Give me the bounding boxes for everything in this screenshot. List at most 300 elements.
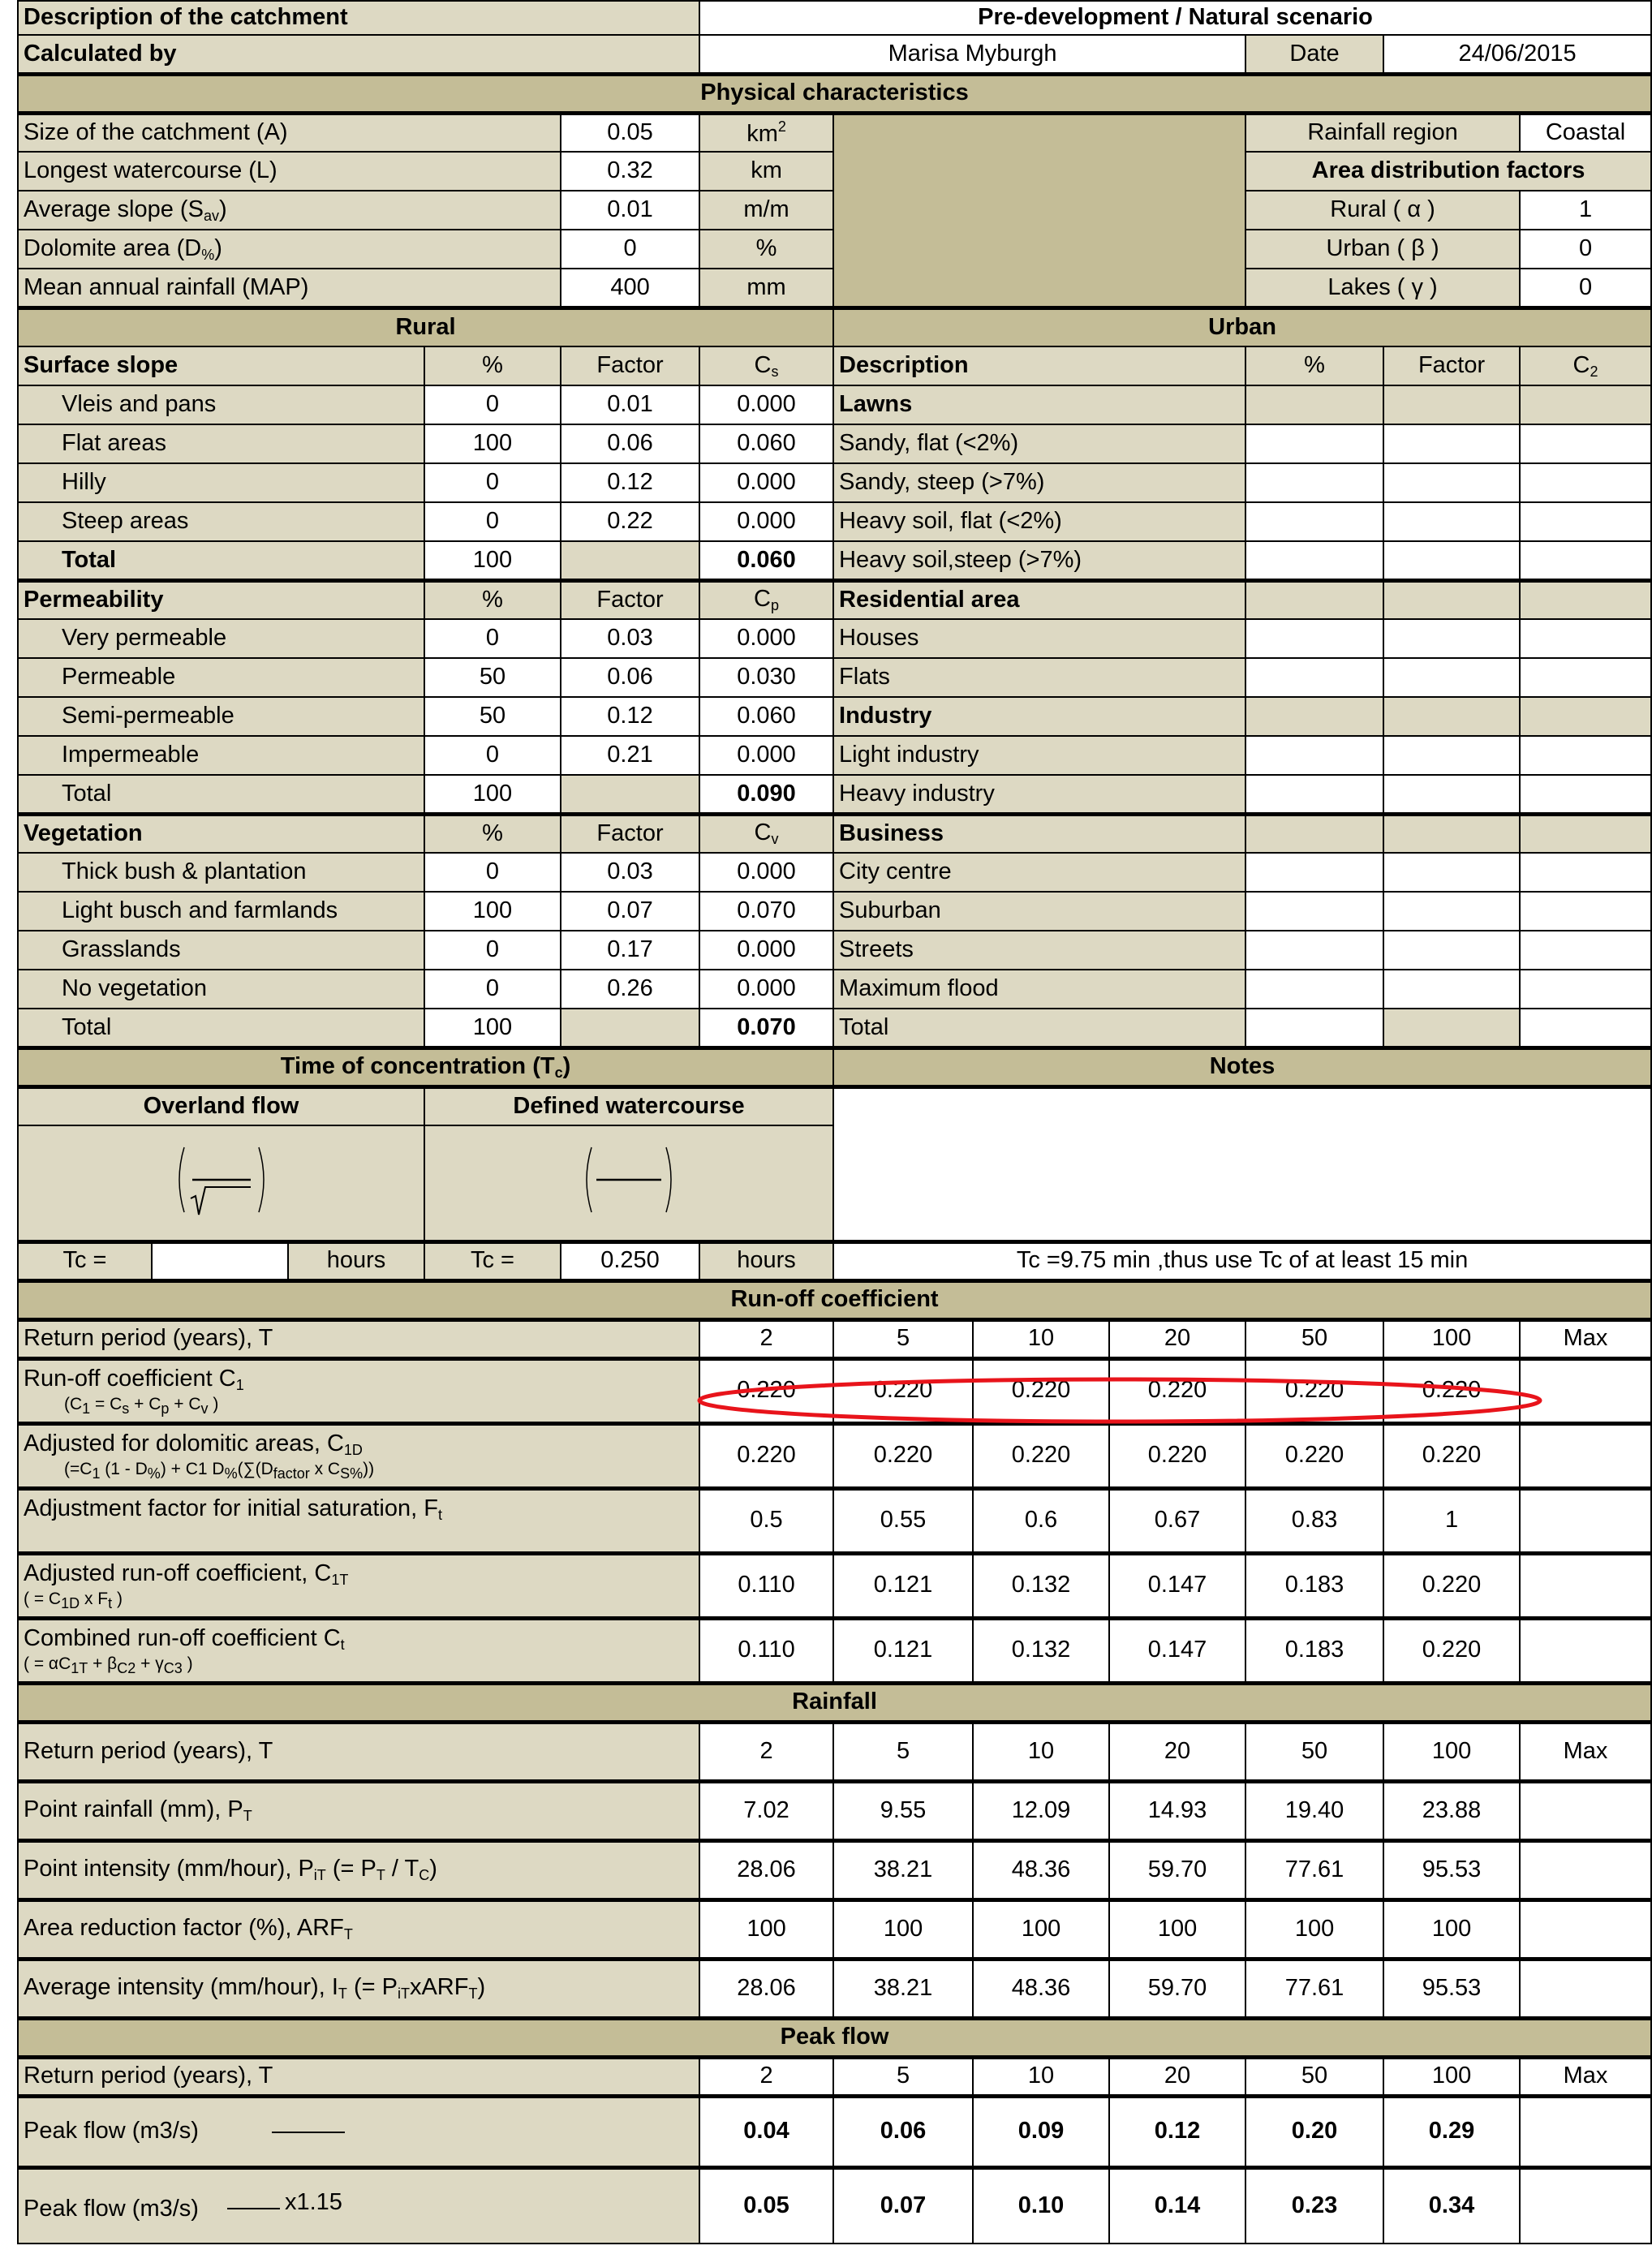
rural-urban-row: [18, 775, 1651, 814]
cell-text: Heavy industry: [839, 780, 995, 807]
return-period-value: [973, 1722, 1109, 1781]
return-period-value: [833, 1319, 973, 1358]
rainfall-label: [18, 1781, 699, 1840]
rural-pct[interactable]: [424, 385, 561, 424]
cell-text: Mean annual rainfall (MAP): [24, 273, 309, 300]
rainfall-label: [18, 1840, 699, 1899]
physical-label: [18, 113, 561, 152]
return-period-label: [18, 2057, 699, 2096]
col-header: [561, 346, 699, 385]
urban-item-label: [833, 736, 1245, 775]
return-period-value: [699, 2057, 833, 2096]
table-row: [18, 2018, 1651, 2057]
urban-pct[interactable]: [1245, 736, 1383, 775]
rural-pct[interactable]: [424, 970, 561, 1009]
cell-text: hours: [326, 1247, 386, 1274]
urban-col-header: [1520, 346, 1651, 385]
factor-label: [1245, 230, 1520, 269]
rainfall-value: [973, 1781, 1109, 1840]
urban-pct[interactable]: [1245, 463, 1383, 502]
cell-text: 0.147: [1147, 1637, 1207, 1663]
rural-total-coefficient: [699, 775, 833, 814]
cell-text: Max: [1563, 1325, 1608, 1352]
cell-text: 0.000: [737, 469, 796, 496]
cell: [1383, 814, 1520, 853]
rural-factor: [561, 658, 699, 697]
cell-text: 0.220: [873, 1442, 933, 1469]
rural-urban-row: [18, 970, 1651, 1009]
urban-pct[interactable]: [1245, 775, 1383, 814]
cell-text: 0.55: [880, 1507, 927, 1534]
runoff-value: [833, 1488, 973, 1553]
col-header: [424, 814, 561, 853]
cell-text: Date: [1289, 40, 1340, 67]
factor-value[interactable]: [1520, 269, 1651, 308]
rural-coefficient: [699, 736, 833, 775]
rainfall-value: [1109, 1840, 1245, 1899]
text-fragment: (1 - D: [100, 1460, 148, 1479]
rural-factor: [561, 424, 699, 463]
rural-urban-row: [18, 385, 1651, 424]
cell-text: 14.93: [1147, 1796, 1207, 1823]
urban-coefficient: [1520, 541, 1651, 580]
cell-text: 100: [883, 1915, 923, 1942]
cell-text: Return period (years), T: [24, 1325, 273, 1352]
cell-text: Tc =: [62, 1247, 107, 1274]
return-period-value: [1109, 1319, 1245, 1358]
text-fragment: = C: [90, 1395, 123, 1414]
description-label: [18, 1, 699, 35]
rural-urban-row: [18, 814, 1651, 853]
urban-coefficient: [1520, 424, 1651, 463]
col-header: [699, 814, 833, 853]
calculated-by-label: [18, 35, 699, 74]
urban-heading: [833, 580, 1245, 619]
text-fragment: p: [161, 1400, 170, 1418]
rural-coefficient: [699, 697, 833, 736]
runoff-label: [18, 1553, 699, 1618]
rural-urban-row: [18, 346, 1651, 385]
cell-text: Heavy soil,steep (>7%): [839, 546, 1082, 573]
cell-text: Overland flow: [143, 1093, 299, 1120]
cell-text: 0.83: [1291, 1507, 1338, 1534]
runoff-value: [1109, 1488, 1245, 1553]
max-value: [1520, 2096, 1651, 2167]
physical-value[interactable]: [561, 152, 699, 191]
text-fragment: (=C: [64, 1460, 92, 1479]
cell-text: 0: [1578, 273, 1593, 300]
text-fragment: T: [343, 1926, 353, 1943]
cell-text: Coastal: [1545, 119, 1626, 146]
cell-text: Total: [62, 780, 112, 807]
empty-cell: [561, 775, 699, 814]
text-fragment: ): [112, 1590, 123, 1609]
cell-text: 0: [485, 391, 500, 418]
section-header-physical: [18, 74, 1651, 113]
cell-text: Description: [839, 352, 969, 379]
text-fragment: ( = C: [24, 1590, 62, 1609]
urban-pct[interactable]: [1245, 1009, 1383, 1048]
description-value[interactable]: [699, 1, 1651, 35]
cell-text: 0.12: [607, 703, 653, 729]
cell-text: Description of the catchment: [24, 4, 348, 31]
cell-text: Max: [1563, 2063, 1608, 2089]
urban-item-label: [833, 853, 1245, 892]
cell-text: Return period (years), T: [24, 1737, 273, 1764]
text-fragment: (= P: [346, 1974, 398, 2001]
rainfall-value: [1109, 1781, 1245, 1840]
text-fragment: xARF: [409, 1974, 469, 2001]
urban-pct[interactable]: [1245, 658, 1383, 697]
text-fragment: Adjusted for dolomitic areas, C: [24, 1430, 344, 1456]
formula-graphic: [580, 1143, 678, 1216]
physical-value[interactable]: [561, 191, 699, 230]
empty-cell: [561, 1009, 699, 1048]
cell-text: 0.34: [1428, 2192, 1475, 2219]
defined-tc-value[interactable]: [561, 1241, 699, 1280]
rural-pct[interactable]: [424, 697, 561, 736]
cell-text: Sandy, flat (<2%): [839, 430, 1019, 457]
rural-pct[interactable]: [424, 853, 561, 892]
physical-value[interactable]: [561, 269, 699, 308]
cell-text: 0.20: [1291, 2118, 1338, 2145]
cell-text: %: [1304, 352, 1325, 379]
table-row: [18, 74, 1651, 113]
text-fragment: 2: [777, 118, 786, 135]
peak-flow-value: [833, 2096, 973, 2167]
text-fragment: x F: [80, 1590, 109, 1609]
rural-item-label: [18, 736, 424, 775]
cell-text: 100: [1294, 1915, 1335, 1942]
rural-urban-row: [18, 580, 1651, 619]
table-row: [18, 1048, 1651, 1086]
factor-label: [1245, 191, 1520, 230]
rural-total-label: [18, 541, 424, 580]
urban-factor: [1383, 931, 1520, 970]
overland-tc-input[interactable]: [152, 1241, 288, 1280]
peak-flow-value: [1383, 2167, 1520, 2244]
cell-text: 400: [610, 273, 650, 300]
cell-text: 0.01: [607, 196, 653, 223]
physical-value[interactable]: [561, 230, 699, 269]
urban-total-label: [833, 1009, 1245, 1048]
runoff-value: [1245, 1358, 1383, 1423]
empty-cell: [561, 541, 699, 580]
cell-text: 0.06: [880, 2118, 927, 2145]
factor-value[interactable]: [1520, 191, 1651, 230]
cell-text: 0.22: [607, 508, 653, 535]
cell: [1383, 580, 1520, 619]
rural-urban-row: [18, 424, 1651, 463]
cell-text: 0.090: [737, 780, 796, 807]
text-fragment: av: [203, 207, 219, 224]
rural-pct[interactable]: [424, 892, 561, 931]
rainfall-value: [699, 1959, 833, 2018]
cell-text: 48.36: [1011, 1974, 1071, 2001]
physical-label: [18, 152, 561, 191]
cell-text: Thick bush & plantation: [62, 858, 307, 885]
cell-text: Peak flow (m3/s): [24, 2196, 199, 2222]
urban-coefficient: [1520, 736, 1651, 775]
peak-flow-value: [1109, 2096, 1245, 2167]
urban-heading: [833, 697, 1245, 736]
cell-text: 24/06/2015: [1458, 40, 1577, 67]
section-header-urban: [833, 308, 1651, 346]
urban-pct[interactable]: [1245, 541, 1383, 580]
col-header: [699, 580, 833, 619]
text-fragment: T: [468, 1985, 478, 2003]
runoff-value: [1245, 1618, 1383, 1683]
rainfall-value: [1109, 1959, 1245, 2018]
peak-flow-value: [1109, 2167, 1245, 2244]
cell-text: Impermeable: [62, 742, 200, 768]
cell-text: 0.29: [1428, 2118, 1475, 2145]
physical-label: [18, 191, 561, 230]
table-row: [18, 1683, 1651, 1722]
cell: [1520, 697, 1651, 736]
cell-text: m/m: [743, 196, 789, 223]
cell-text: 0.060: [737, 430, 796, 457]
cell-text: 0.26: [607, 975, 653, 1002]
runoff-value: [833, 1553, 973, 1618]
urban-pct[interactable]: [1245, 853, 1383, 892]
cell-text: mm: [746, 273, 786, 300]
cell-text: 100: [472, 430, 513, 457]
urban-factor: [1383, 502, 1520, 541]
rural-pct[interactable]: [424, 502, 561, 541]
text-fragment: + C: [129, 1395, 161, 1414]
cell-text: Factor: [596, 587, 664, 613]
runoff-row: [18, 1423, 1651, 1488]
cell-text: 0.220: [1422, 1442, 1482, 1469]
cell-text: Heavy soil, flat (<2%): [839, 508, 1062, 535]
urban-pct[interactable]: [1245, 970, 1383, 1009]
text-fragment: + C: [169, 1395, 201, 1414]
rainfall-region-value[interactable]: [1520, 113, 1651, 152]
rainfall-value: [1383, 1899, 1520, 1959]
tc-label: [18, 1241, 152, 1280]
runoff-value: [1383, 1423, 1520, 1488]
area-distribution-title: [1245, 152, 1651, 191]
cell-text: Flats: [839, 664, 890, 690]
cell-text: 0.000: [737, 858, 796, 885]
physical-value[interactable]: [561, 113, 699, 152]
description-row: [18, 1, 1651, 35]
hours-unit: [288, 1241, 424, 1280]
cell-text: 0.220: [1284, 1377, 1344, 1404]
cell-text: Hilly: [62, 469, 106, 496]
cell-text: 19.40: [1284, 1796, 1344, 1823]
runoff-row: [18, 1488, 1651, 1553]
cell-text: Factor: [596, 820, 664, 847]
calculated-by-value[interactable]: [699, 35, 1245, 74]
rural-item-label: [18, 424, 424, 463]
physical-unit: [699, 152, 833, 191]
text-fragment: (= P: [325, 1856, 376, 1882]
cell-text: 0.05: [607, 119, 653, 146]
urban-coefficient: [1520, 658, 1651, 697]
urban-factor: [1383, 970, 1520, 1009]
runoff-value: [1383, 1488, 1520, 1553]
cell-text: 0.220: [1147, 1442, 1207, 1469]
cell-text: 48.36: [1011, 1856, 1071, 1882]
cell-text: 0.04: [743, 2118, 789, 2145]
cell: [1245, 814, 1383, 853]
return-period-value: [1245, 1319, 1383, 1358]
cell: [1520, 580, 1651, 619]
urban-coefficient: [1520, 1009, 1651, 1048]
text-fragment: C: [754, 820, 772, 846]
urban-pct[interactable]: [1245, 892, 1383, 931]
formula-text: [24, 1590, 694, 1612]
cell-text: 0: [485, 469, 500, 496]
rural-pct[interactable]: [424, 931, 561, 970]
text-fragment: ( = αC: [24, 1654, 71, 1674]
notes-area[interactable]: [833, 1086, 1651, 1241]
table-row: [18, 1280, 1651, 1319]
peak-flow-value: [833, 2167, 973, 2244]
rainfall-region-label: [1245, 113, 1520, 152]
cell-text: 20: [1164, 2063, 1191, 2089]
cell-text: 0.250: [600, 1247, 660, 1274]
text-fragment: s: [771, 363, 779, 380]
rainfall-label: [18, 1899, 699, 1959]
cell-text: 0.000: [737, 742, 796, 768]
text-fragment: T: [243, 1808, 252, 1825]
return-period-value: [1245, 2057, 1383, 2096]
max-value: [1520, 1840, 1651, 1899]
section-header-rural: [18, 308, 833, 346]
runoff-value: [699, 1488, 833, 1553]
cell-text: Calculated by: [24, 40, 177, 67]
text-fragment: v: [771, 831, 779, 848]
urban-factor: [1383, 424, 1520, 463]
cell-text: Surface slope: [24, 352, 179, 379]
col-header: [699, 346, 833, 385]
cell-text: 95.53: [1422, 1856, 1482, 1882]
urban-coefficient: [1520, 931, 1651, 970]
formula-text: [24, 1460, 694, 1482]
rural-total-pct: [424, 1009, 561, 1048]
cell-text: 10: [1027, 2063, 1055, 2089]
text-fragment: km: [746, 120, 778, 147]
cell-text: 12.09: [1011, 1796, 1071, 1823]
rural-item-label: [18, 619, 424, 658]
urban-coefficient: [1520, 619, 1651, 658]
text-fragment: c: [554, 1064, 563, 1081]
physical-unit: [699, 191, 833, 230]
cell-text: 0.12: [607, 469, 653, 496]
return-period-value: [973, 1319, 1109, 1358]
cell-text: Houses: [839, 625, 919, 652]
section-header-rainfall: [18, 1683, 1651, 1722]
rural-item-label: [18, 463, 424, 502]
rural-item-label: [18, 502, 424, 541]
runoff-value: [699, 1358, 833, 1423]
cell-text: Peak flow: [780, 2024, 889, 2050]
text-fragment: ): [562, 1052, 571, 1079]
cell-text: Pre-development / Natural scenario: [978, 4, 1373, 31]
cell-text: 0.121: [873, 1637, 933, 1663]
text-fragment: ) + C1 D: [160, 1460, 225, 1479]
rural-pct[interactable]: [424, 619, 561, 658]
rainfall-value: [833, 1899, 973, 1959]
fraction-line-icon: [272, 2132, 345, 2133]
physical-label: [18, 269, 561, 308]
text-fragment: Point rainfall (mm), P: [24, 1796, 243, 1823]
rural-urban-row: [18, 619, 1651, 658]
cell-text: Max: [1563, 1737, 1608, 1764]
text-fragment: t: [437, 1506, 442, 1523]
return-period-value: [833, 1722, 973, 1781]
rainfall-value: [699, 1781, 833, 1840]
rural-pct[interactable]: [424, 463, 561, 502]
urban-factor: [1383, 541, 1520, 580]
cell-text: Total: [62, 546, 117, 573]
return-period-value: [1383, 1319, 1520, 1358]
urban-factor: [1383, 775, 1520, 814]
defined-formula: [424, 1125, 833, 1241]
text-fragment: / T: [385, 1856, 419, 1882]
cell-text: 50: [1301, 1325, 1328, 1352]
cell-text: Semi-permeable: [62, 703, 234, 729]
rural-pct[interactable]: [424, 658, 561, 697]
tc-label: [424, 1241, 561, 1280]
urban-pct[interactable]: [1245, 502, 1383, 541]
cell-text: hours: [737, 1247, 796, 1274]
max-value: [1520, 2167, 1651, 2244]
empty-cell: [1383, 1009, 1520, 1048]
urban-pct[interactable]: [1245, 931, 1383, 970]
col-header: [424, 580, 561, 619]
cell-text: Residential area: [839, 587, 1020, 613]
cell-text: 5: [896, 1325, 910, 1352]
formula-text: [24, 1654, 694, 1677]
rural-pct[interactable]: [424, 736, 561, 775]
date-value[interactable]: [1383, 35, 1651, 74]
section-header-tc: [18, 1048, 833, 1086]
return-period-value: [833, 2057, 973, 2096]
factor-value[interactable]: [1520, 230, 1651, 269]
cell-text: Tc =9.75 min ,thus use Tc of at least 15 min: [1016, 1247, 1469, 1274]
cell-text: 20: [1164, 1325, 1191, 1352]
cell-text: Run-off coefficient: [730, 1286, 939, 1313]
rural-pct[interactable]: [424, 424, 561, 463]
max-value: [1520, 1618, 1651, 1683]
notes-text[interactable]: [833, 1241, 1651, 1280]
cell-text: 50: [1301, 1737, 1328, 1764]
physical-unit: [699, 269, 833, 308]
cell-text: Sandy, steep (>7%): [839, 469, 1045, 496]
urban-pct[interactable]: [1245, 619, 1383, 658]
cell-text: 0.220: [1147, 1377, 1207, 1404]
cell-text: 0.03: [607, 858, 653, 885]
urban-item-label: [833, 619, 1245, 658]
cell-text: 0: [623, 235, 637, 262]
rural-urban-row: [18, 541, 1651, 580]
rainfall-value: [1109, 1899, 1245, 1959]
return-period-value: [1383, 1722, 1520, 1781]
calculated-by-row: [18, 35, 1651, 74]
text-fragment: Run-off coefficient C: [24, 1365, 236, 1392]
rural-group-header: [18, 580, 424, 619]
rural-coefficient: [699, 463, 833, 502]
urban-pct[interactable]: [1245, 424, 1383, 463]
cell-text: 100: [1157, 1915, 1198, 1942]
rainfall-row: [18, 1781, 1651, 1840]
cell-text: 0.147: [1147, 1572, 1207, 1598]
rural-coefficient: [699, 970, 833, 1009]
